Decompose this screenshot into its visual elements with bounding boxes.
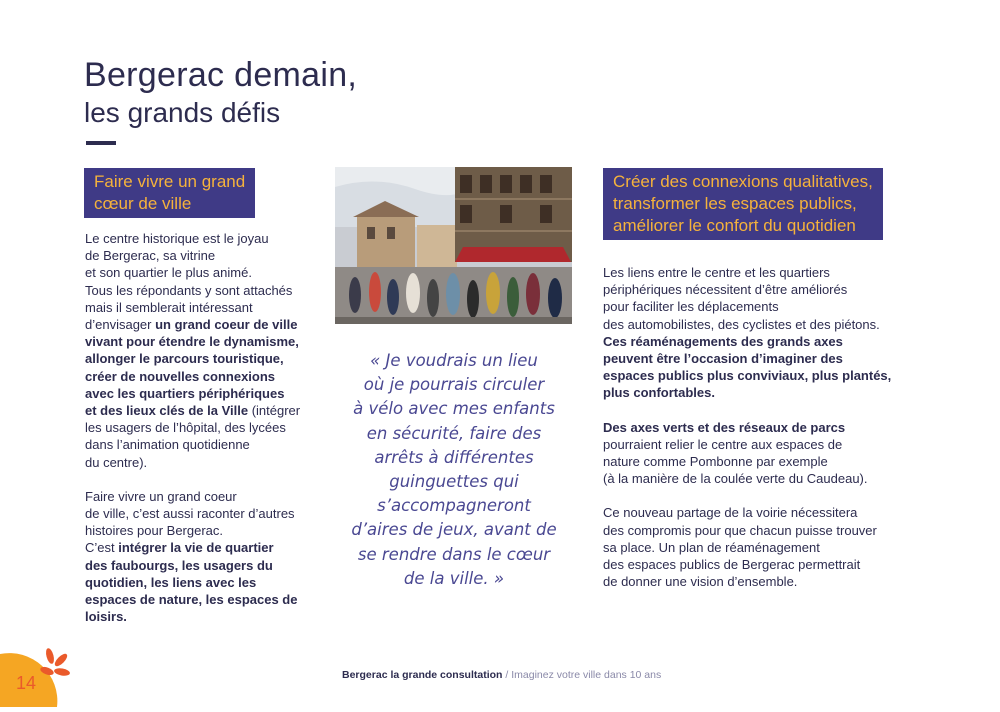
text-line xyxy=(603,419,923,436)
right-heading-line: améliorer le confort du quotidien xyxy=(613,216,856,235)
text-line xyxy=(603,316,923,333)
plain-text: C’est xyxy=(85,540,119,556)
paragraph-gap xyxy=(85,471,325,488)
emphasis-text: un grand coeur de ville xyxy=(155,317,298,333)
text-line xyxy=(603,436,923,453)
text-line xyxy=(85,574,325,591)
text-line xyxy=(85,368,325,385)
emphasis-text: espaces publics plus conviviaux, plus plantés, xyxy=(603,368,892,384)
left-section-heading xyxy=(84,168,255,218)
plain-text: de Bergerac, sa vitrine xyxy=(85,248,216,264)
text-line xyxy=(603,539,923,556)
text-line xyxy=(603,298,923,315)
right-heading-line: transformer les espaces publics, xyxy=(613,194,857,213)
text-line xyxy=(603,453,923,470)
title-underline xyxy=(86,141,116,145)
quote-line: où je pourrais circuler xyxy=(363,375,545,395)
text-line xyxy=(603,264,923,281)
plain-text: (à la manière de la coulée verte du Caudeau). xyxy=(603,471,868,487)
text-line xyxy=(603,556,923,573)
plain-text: nature comme Pombonne par exemple xyxy=(603,454,828,470)
plain-text: (intégrer xyxy=(248,403,301,419)
quote-line: se rendre dans le cœur xyxy=(357,544,551,564)
flower-icon xyxy=(0,642,75,707)
footer-title: Bergerac la grande consultation xyxy=(342,669,503,681)
plain-text: et son quartier le plus animé. xyxy=(85,265,252,281)
text-line xyxy=(85,247,325,264)
text-line xyxy=(85,350,325,367)
text-line xyxy=(603,470,923,487)
text-line xyxy=(85,436,325,453)
emphasis-text: allonger le parcours touristique, xyxy=(85,351,284,367)
quote-line: à vélo avec mes enfants xyxy=(353,399,555,419)
plain-text: de ville, c’est aussi raconter d’autres xyxy=(85,506,295,522)
emphasis-text: peuvent être l’occasion d’imaginer des xyxy=(603,351,843,367)
right-heading-line: Créer des connexions qualitatives, xyxy=(613,172,873,191)
quote-line: en sécurité, faire des xyxy=(366,423,542,443)
text-line xyxy=(85,608,325,625)
text-line xyxy=(85,419,325,436)
page-title: Bergerac demain, xyxy=(84,56,358,94)
text-line xyxy=(85,522,325,539)
page-number: 14 xyxy=(16,673,37,693)
emphasis-text: intégrer la vie de quartier xyxy=(118,540,274,556)
street-photo xyxy=(335,167,572,324)
plain-text: Les liens entre le centre et les quartiers xyxy=(603,265,830,280)
text-line xyxy=(85,539,325,556)
plain-text: les usagers de l’hôpital, des lycées xyxy=(85,420,286,436)
plain-text: des espaces publics de Bergerac permettrait xyxy=(603,557,861,573)
right-column-text xyxy=(603,264,923,590)
emphasis-text: espaces de nature, les espaces de xyxy=(85,592,298,608)
testimonial-quote xyxy=(338,349,570,591)
text-line xyxy=(603,281,923,298)
footer xyxy=(342,669,661,681)
plain-text: du centre). xyxy=(85,454,148,470)
paragraph-gap xyxy=(603,487,923,504)
plain-text: Le centre historique est le joyau xyxy=(85,231,269,246)
paragraph-gap xyxy=(603,402,923,419)
text-line xyxy=(85,316,325,333)
emphasis-text: avec les quartiers périphériques xyxy=(85,385,285,401)
left-heading-line: cœur de ville xyxy=(94,194,192,213)
plain-text: mais il semblerait intéressant xyxy=(85,299,253,315)
emphasis-text: et des lieux clés de la Ville xyxy=(85,403,249,419)
right-section-heading xyxy=(603,168,883,240)
footer-separator: / xyxy=(502,669,512,681)
quote-line: guinguettes qui xyxy=(389,472,519,492)
text-line xyxy=(85,230,325,247)
text-line xyxy=(603,573,923,590)
emphasis-text: Ces réaménagements des grands axes xyxy=(603,333,843,349)
text-line xyxy=(603,350,923,367)
quote-line: s’accompagneront xyxy=(377,496,531,516)
page-subtitle: les grands défis xyxy=(84,97,281,128)
emphasis-text: quotidien, les liens avec les xyxy=(85,574,257,590)
text-line xyxy=(85,385,325,402)
text-line xyxy=(603,384,923,401)
emphasis-text: créer de nouvelles connexions xyxy=(85,368,276,384)
left-column-text xyxy=(85,230,325,625)
plain-text: sa place. Un plan de réaménagement xyxy=(603,539,820,555)
plain-text: d’envisager xyxy=(85,317,156,333)
emphasis-text: vivant pour étendre le dynamisme, xyxy=(85,334,299,350)
text-line xyxy=(85,282,325,299)
text-line xyxy=(85,454,325,471)
text-line xyxy=(85,264,325,281)
plain-text: de donner une vision d’ensemble. xyxy=(603,574,798,590)
text-line xyxy=(603,367,923,384)
page-number-badge xyxy=(0,642,75,707)
plain-text: Faire vivre un grand coeur xyxy=(85,488,237,504)
footer-tagline: Imaginez votre ville dans 10 ans xyxy=(511,669,662,681)
left-heading-line: Faire vivre un grand xyxy=(94,172,246,191)
emphasis-text: Des axes verts et des réseaux de parcs xyxy=(603,419,846,435)
text-line xyxy=(85,402,325,419)
plain-text: des compromis pour que chacun puisse trouver xyxy=(603,522,877,538)
plain-text: pourraient relier le centre aux espaces de xyxy=(603,436,843,452)
text-line xyxy=(85,505,325,522)
quote-line: d’aires de jeux, avant de xyxy=(351,520,557,540)
emphasis-text: loisirs. xyxy=(85,609,127,625)
emphasis-text: des faubourgs, les usagers du xyxy=(85,557,273,573)
text-line xyxy=(603,333,923,350)
plain-text: histoires pour Bergerac. xyxy=(85,523,224,539)
emphasis-text: plus confortables. xyxy=(603,385,715,401)
quote-line: « Je voudrais un lieu xyxy=(370,351,538,370)
text-line xyxy=(85,299,325,316)
text-line xyxy=(85,591,325,608)
street-scene-image xyxy=(335,167,572,324)
plain-text: des automobilistes, des cyclistes et des piétons. xyxy=(603,316,880,332)
plain-text: périphériques nécessitent d’être améliorés xyxy=(603,282,848,298)
quote-line: de la ville. » xyxy=(403,568,505,588)
text-line xyxy=(85,488,325,505)
plain-text: Ce nouveau partage de la voirie nécessitera xyxy=(603,505,858,521)
plain-text: dans l’animation quotidienne xyxy=(85,437,250,453)
quote-line: arrêts à différentes xyxy=(374,447,534,467)
plain-text: pour faciliter les déplacements xyxy=(603,299,779,315)
text-line xyxy=(603,504,923,521)
text-line xyxy=(603,522,923,539)
plain-text: Tous les répondants y sont attachés xyxy=(85,282,293,298)
text-line xyxy=(85,333,325,350)
text-line xyxy=(85,557,325,574)
